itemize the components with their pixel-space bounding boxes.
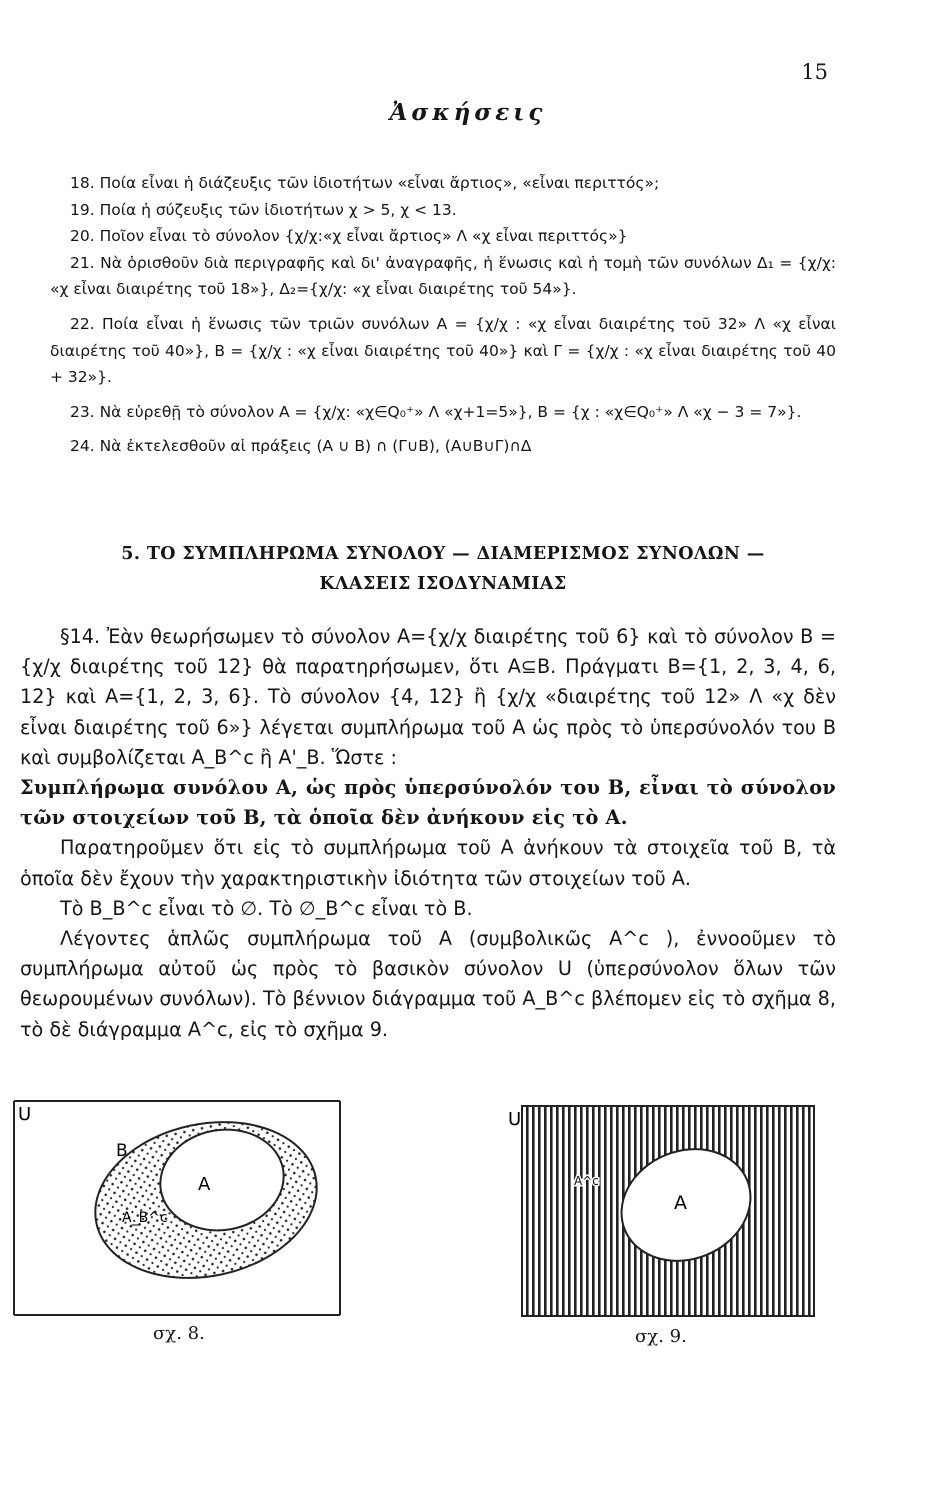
exercise-list (50, 170, 836, 460)
section-heading (50, 539, 836, 599)
page-number: 15 (801, 60, 828, 84)
exercise-item: 19. Ποία ἡ σύζευξις τῶν ἰδιοτήτων χ > 5, χ < 13. (70, 200, 457, 219)
paragraph-14: §14. Ἐὰν θεωρήσωμεν τὸ σύνολον Α={χ/χ διαιρέτης τοῦ 6} καὶ τὸ σύνολον Β = {χ/χ διαιρέτης τοῦ 12} θὰ παρατηρήσωμεν, ὅτι Α⊆Β. Πράγματι Β={1, 2, 3, 4, 6, 12} καὶ Α={1, 2, 3, 6}. Τὸ σύνολον {4, 12} ἢ {χ/χ «διαιρέτης τοῦ 12» Λ «χ δὲν εἶναι διαιρέτης τοῦ 6»} λέγεται συμπλήρωμα τοῦ Α ὡς πρὸς τὸ ὑπερσύνολόν του Β καὶ συμβολίζεται Α_B^c ἢ Α'_B. Ὥστε : (20, 625, 836, 769)
set-b-label: B (116, 1141, 128, 1161)
paragraph-empty-set: Τὸ Β_B^c εἶναι τὸ ∅. Τὸ ∅_B^c εἶναι τὸ Β. (60, 896, 473, 920)
exercise-item: 21. Νὰ ὁρισθοῦν διὰ περιγραφῆς καὶ δι' ἀναγραφῆς, ἡ ἕνωσις καὶ ἡ τομὴ τῶν συνόλων Δ₁ = {χ/χ: «χ εἶναι διαιρέτης τοῦ 18»}, Δ₂={χ/χ: «χ εἶναι διαιρέτης τοῦ 54»}. (50, 253, 836, 299)
universe-label: U (18, 1104, 32, 1125)
universe-label: U (508, 1109, 522, 1130)
section-heading-line: ΚΛΑΣΕΙΣ ΙΣΟΔΥΝΑΜΙΑΣ (319, 574, 567, 594)
definition-complement: Συμπλήρωμα συνόλου Α, ὡς πρὸς ὑπερσύνολόν του Β, εἶναι τὸ σύνολον τῶν στοιχείων τοῦ Β, τὰ ὁποῖα δὲν ἀνήκουν εἰς τὸ Α. (20, 776, 836, 830)
set-a-label: A (198, 1174, 211, 1195)
exercise-item: 20. Ποῖον εἶναι τὸ σύνολον {χ/χ:«χ εἶναι ἄρτιος» Λ «χ εἶναι περιττός»} (70, 227, 628, 246)
exercise-item: 22. Ποία εἶναι ἡ ἕνωσις τῶν τριῶν συνόλων Α = {χ/χ : «χ εἶναι διαιρέτης τοῦ 32» Λ «χ εἶναι διαιρέτης τοῦ 40»}, Β = {χ/χ : «χ εἶναι διαιρέτης τοῦ 40»} καὶ Γ = {χ/χ : «χ εἶναι διαιρέτης τοῦ 40 + 32»}. (50, 314, 836, 387)
exercise-item: 23. Νὰ εὑρεθῇ τὸ σύνολον Α = {χ/χ: «χ∈Q₀⁺» Λ «χ+1=5»}, Β = {χ : «χ∈Q₀⁺» Λ «χ − 3 = 7»}. (70, 402, 802, 421)
venn-diagram-fig9 (508, 1105, 820, 1323)
venn-diagram-fig8 (8, 1100, 348, 1320)
complement-label: A^c (574, 1174, 599, 1188)
complement-label: A_B^c (122, 1210, 168, 1226)
set-a-label: A (674, 1192, 687, 1214)
section-body (20, 622, 836, 1045)
paragraph-complement-universe: Λέγοντες ἁπλῶς συμπλήρωμα τοῦ Α (συμβολικῶς Α^c ), ἐννοοῦμεν τὸ συμπλήρωμα αὐτοῦ ὡς πρὸς τὸ βασικὸν σύνολον U (ὑπερσύνολον ὅλων τῶν θεωρουμένων συνόλων). Τὸ βέννιον διάγραμμα τοῦ Α_B^c βλέπομεν εἰς τὸ σχῆμα 8, τὸ δὲ διάγραμμα Α^c, εἰς τὸ σχῆμα 9. (20, 927, 836, 1041)
section-heading-line: 5. ΤΟ ΣΥΜΠΛΗΡΩΜΑ ΣΥΝΟΛΟΥ — ΔΙΑΜΕΡΙΣΜΟΣ ΣΥΝΟΛΩΝ — (121, 544, 765, 564)
figure-8-caption: σχ. 8. (153, 1323, 205, 1344)
figure-9-caption: σχ. 9. (635, 1326, 687, 1347)
exercise-item: 24. Νὰ ἐκτελεσθοῦν αἱ πράξεις (Α ∪ Β) ∩ (Γ∪Β), (Α∪Β∪Γ)∩Δ (70, 437, 532, 456)
exercise-item: 18. Ποία εἶναι ἡ διάζευξις τῶν ἰδιοτήτων «εἶναι ἄρτιος», «εἶναι περιττός»; (70, 174, 660, 192)
exercises-heading: Ἀσκήσεις (389, 99, 547, 126)
paragraph-observation: Παρατηροῦμεν ὅτι εἰς τὸ συμπλήρωμα τοῦ Α ἀνήκουν τὰ στοιχεῖα τοῦ Β, τὰ ὁποῖα δὲν ἔχουν τὴν χαρακτηριστικὴν ἰδιότητα τῶν στοιχείων τοῦ Α. (20, 836, 836, 890)
